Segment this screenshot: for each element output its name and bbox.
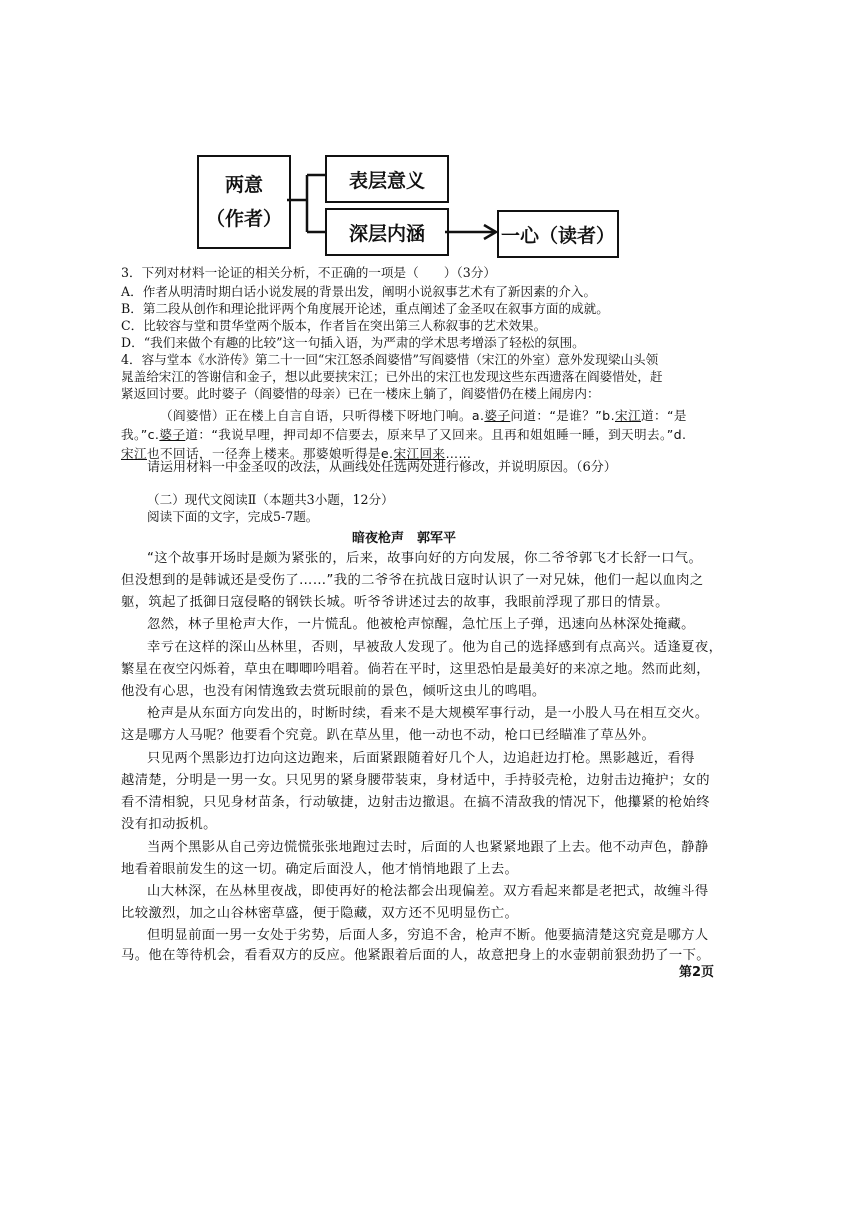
story-line: 他没有心思，也没有闲情逸致去赏玩眼前的景色，倾听这虫儿的鸣唱。 <box>121 684 546 699</box>
story-line: 当两个黑影从自己旁边慌慌张张地跑过去时，后面的人也紧紧地跟了上去。他不动声色，静静 <box>147 840 709 855</box>
underlined-b: 宋江 <box>614 408 641 423</box>
diagram-right-label: 一心（读者） <box>500 224 615 247</box>
story-line: 但没想到的是韩诚还是受伤了……”我的二爷爷在抗战日寇时认识了一对兄妹，他们一起以血肉之 <box>121 573 704 588</box>
section2-title: （二）现代文阅读Ⅱ（本题共3小题，12分） <box>147 492 394 507</box>
q4-line3: 紧返回讨要。此时婆子（阎婆惜的母亲）已在一楼床上躺了，阎婆惜仍在楼上闹房内： <box>121 386 600 401</box>
story-line: 躯，筑起了抵御日寇侵略的钢铁长城。听爷爷讲述过去的故事，我眼前浮现了那日的情景。 <box>121 595 669 610</box>
story-line: “这个故事开场时是颇为紧张的，后来，故事向好的方向发展，你二爷爷郭飞才长舒一口气。 <box>147 551 703 566</box>
story-line: 只见两个黑影边打边向这边跑来，后面紧跟随着好几个人，边追赶边打枪。黑影越近，看得 <box>147 751 695 766</box>
diagram-top-label: 表层意义 <box>348 169 425 192</box>
q4-line2: 晁盖给宋江的答谢信和金子，想以此要挟宋江；已外出的宋江也发现这些东西遗落在阎婆惜处，赶 <box>121 369 663 384</box>
q3-stem: 3．下列对材料一论证的相关分析，不正确的一项是（ ）（3分） <box>121 265 496 280</box>
story-line: 但明显前面一男一女处于劣势，后面人多，穷追不舍，枪声不断。他要搞清楚这究竟是哪方人 <box>147 928 709 943</box>
story-line: 忽然，林子里枪声大作，一片慌乱。他被枪声惊醒，急忙压上子弹，迅速向丛林深处掩藏。 <box>147 617 695 632</box>
quote-text: （阎婆惜）正在楼上自言自语，只听得楼下呀地门响。a. <box>160 408 485 423</box>
q4-line1: 4．容与堂本《水浒传》第二十一回“宋江怒杀阎婆惜”写阎婆惜（宋江的外室）意外发现梁山头领 <box>121 352 659 367</box>
underlined-c: 婆子 <box>159 427 186 442</box>
story-line: 比较激烈，加之山谷林密草盛，便于隐藏，双方还不见明显伤亡。 <box>121 906 519 921</box>
underlined-d: 宋江 <box>121 446 147 461</box>
q4-quote-line2 <box>121 424 686 443</box>
q3-option-b: B．第二段从创作和理论批评两个角度展开论述，重点阐述了金圣叹在叙事方面的成就。 <box>121 301 609 316</box>
quote-text: 问道：“是谁？”b. <box>510 408 615 423</box>
diagram-connectors <box>0 0 867 300</box>
story-line: 看不清相貌，只见身材苗条，行动敏捷，边射击边撤退。在搞不清敌我的情况下，他攥紧的枪始终 <box>121 795 710 810</box>
underlined-e: 宋江回来 <box>393 446 446 461</box>
q3-option-a: A．作者从明清时期白话小说发展的背景出发，阐明小说叙事艺术有了新因素的介入。 <box>121 284 597 299</box>
q4-quote-line1 <box>160 405 687 424</box>
story-line: 繁星在夜空闪烁着，草虫在唧唧吟唱着。倘若在平时，这里恐怕是最美好的来凉之地。然而此刻， <box>121 662 710 677</box>
section2-instruction: 阅读下面的文字，完成5-7题。 <box>147 509 319 524</box>
story-line: 马。他在等待机会，看看双方的反应。他紧跟着后面的人，故意把身上的水壶朝前狠劲扔了一下。 <box>121 948 710 963</box>
quote-text: 也不回话，一径奔上楼来。那婆娘听得是e. <box>147 446 394 461</box>
quote-text: 道：“是 <box>640 408 687 423</box>
q3-option-d: D．“我们来做个有趣的比较”这一句插入语，为严肃的学术思考增添了轻松的氛围。 <box>121 335 585 350</box>
story-line: 地看着眼前发生的这一切。确定后面没人，他才悄悄地跟了上去。 <box>121 862 519 877</box>
q3-option-c: C．比较容与堂和贯华堂两个版本，作者旨在突出第三人称叙事的艺术效果。 <box>121 318 547 333</box>
story-line: 越清楚，分明是一男一女。只见男的紧身腰带装束，身材适中，手持驳壳枪，边射击边掩护；女的 <box>121 773 710 788</box>
story-line: 枪声是从东面方向发出的，时断时续，看来不是大规模军事行动，是一小股人马在相互交火。 <box>147 706 709 721</box>
diagram-left-line1: 两意 <box>224 174 263 196</box>
quote-text: …… <box>445 446 472 461</box>
story-line: 山大林深，在丛林里夜战，即使再好的枪法都会出现偏差。双方看起来都是老把式，故缠斗得 <box>147 884 709 899</box>
quote-text: 道：“我说早哩，押司却不信要去，原来早了又回来。且再和姐姐睡一睡，到天明去。”d. <box>185 427 687 442</box>
diagram-left-line2: （作者） <box>205 208 282 230</box>
page-number: 第2页 <box>679 965 715 980</box>
story-line: 幸亏在这样的深山丛林里，否则，早被敌人发现了。他为自己的选择感到有点高兴。适逢夏夜， <box>147 640 723 655</box>
diagram-brace <box>287 175 325 232</box>
quote-text: 我。”c. <box>121 427 160 442</box>
q4-task: 请运用材料一中金圣叹的改法，从画线处任选两处进行修改，并说明原因。（6分） <box>147 460 617 475</box>
story-line: 没有扣动扳机。 <box>121 817 217 832</box>
story-line: 这是哪方人马呢？他要看个究竟。趴在草丛里，他一动也不动，枪口已经瞄准了草丛外。 <box>121 728 656 743</box>
diagram-bottom-label: 深层内涵 <box>348 222 425 245</box>
underlined-a: 婆子 <box>484 408 511 423</box>
story-title: 暗夜枪声 郭军平 <box>352 531 457 546</box>
